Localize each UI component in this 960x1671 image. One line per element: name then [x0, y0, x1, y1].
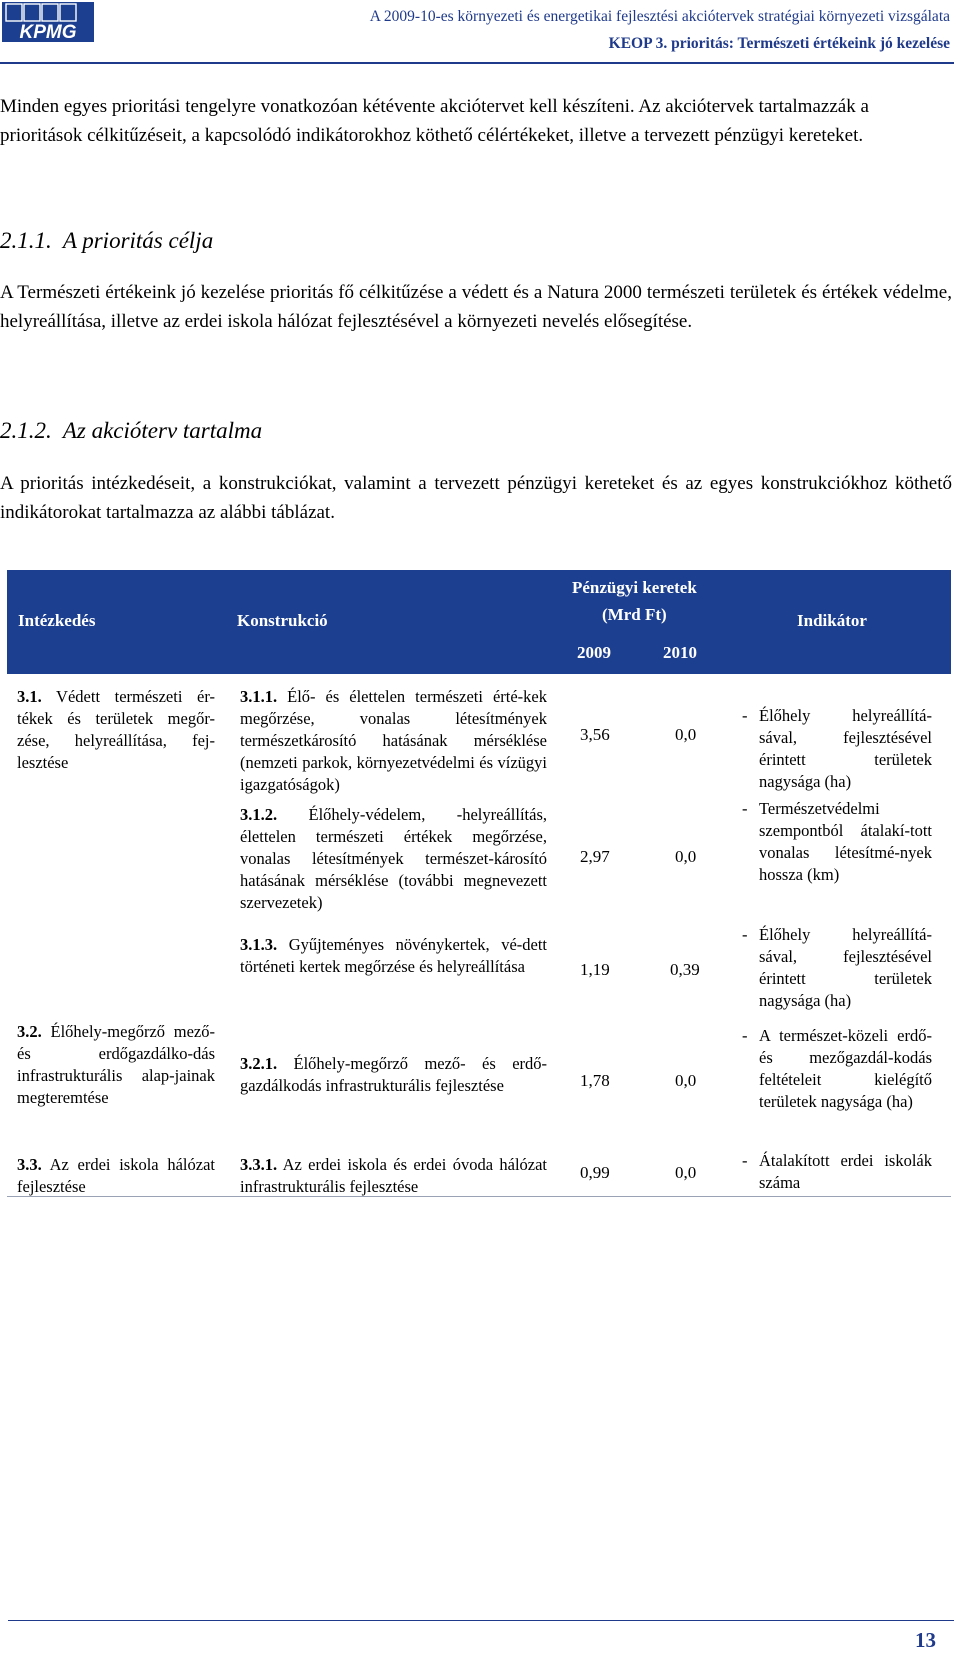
header-measure: Intézkedés: [18, 611, 96, 630]
header-title: A 2009-10-es környezeti és energetikai fejlesztési akciótervek stratégiai környezeti vizsgálata: [369, 8, 950, 25]
construction-3-2-1: 3.2.1. Élőhely-megőrző mező- és erdő-gazdálkodás infrastrukturális fejlesztése: [240, 1054, 548, 1095]
section-number: 2.1.1.: [0, 228, 52, 253]
indicator-item: - Természetvédelmi szempontból átalakí-tott vonalas létesítmé-nyek hossza (km): [742, 799, 932, 884]
value-2010: 0,0: [675, 847, 697, 866]
table-header: [7, 570, 951, 674]
measure-3-2: 3.2. Élőhely-megőrző mező- és erdőgazdálko-dás infrastrukturális alap-jainak megteremtése: [17, 1022, 215, 1107]
section-heading-2: [0, 418, 262, 444]
value-2009: 0,99: [580, 1163, 610, 1182]
header-construction: Konstrukció: [237, 611, 328, 630]
kpmg-logo: [2, 2, 94, 42]
construction-3-1-2: 3.1.2. Élőhely-védelem, -helyreállítás, élettelen természeti értékek megőrzése, vonalas létesítmények természet-károsító hatásának mérséklése (további megnevezett szervezetek): [240, 805, 547, 912]
measure-3-3: 3.3. Az erdei iskola hálózat fejlesztése: [17, 1155, 215, 1196]
indicator-item: - Átalakított erdei iskolák száma: [742, 1151, 932, 1192]
value-2009: 2,97: [580, 847, 610, 866]
header-subtitle: KEOP 3. prioritás: Természeti értékeink jó kezelése: [608, 35, 950, 52]
intro-paragraph: Minden egyes prioritási tengelyre vonatkozóan kétévente akciótervet kell készíteni. Az akciótervek tartalmazzák a prioritások célkitűzéseit, a kapcsolódó indikátorokhoz köthető célértékeket, illetve a tervezett pénzügyi kereteket.: [0, 96, 869, 146]
value-2009: 3,56: [580, 725, 610, 744]
construction-3-1-1: 3.1.1. Élő- és élettelen természeti érté-kek megőrzése, vonalas létesítmények természetkárosító hatásának mérséklése (nemzeti parkok, környezetvédelmi és vízügyi igazgatóságok): [240, 687, 547, 794]
section1-paragraph: A Természeti értékeink jó kezelése prioritás fő célkitűzése a védett és a Natura 2000 természeti területek és értékek védelme, helyreállítása, illetve az erdei iskola hálózat fejlesztésével a környezeti nevelés elősegítése.: [0, 282, 952, 332]
header-finance-unit: (Mrd Ft): [602, 605, 667, 624]
header-rule: [0, 62, 954, 64]
header-finance: Pénzügyi keretek: [572, 578, 697, 597]
indicator-item: - A természet-közeli erdő- és mezőgazdál-kodás feltételeit kielégítő területek nagysága (ha): [742, 1026, 932, 1111]
header-indicator: Indikátor: [797, 611, 867, 630]
header-year-2009: 2009: [577, 643, 611, 662]
value-2010: 0,39: [670, 960, 700, 979]
page-number: 13: [915, 1628, 936, 1652]
indicator-item: - Élőhely helyreállítá-sával, fejlesztésével érintett területek nagysága (ha): [742, 925, 932, 1010]
logo-lettering: KPMG: [19, 22, 77, 42]
section-number: 2.1.2.: [0, 418, 52, 443]
construction-3-1-3: 3.1.3. Gyűjteményes növénykertek, vé-dett történeti kertek megőrzése és helyreállítása: [240, 935, 547, 976]
footer-rule: [8, 1620, 954, 1621]
header-year-2010: 2010: [663, 643, 697, 662]
construction-3-3-1: 3.3.1. Az erdei iskola és erdei óvoda hálózat infrastrukturális fejlesztése: [240, 1155, 548, 1196]
section2-paragraph: A prioritás intézkedéseit, a konstrukciókat, valamint a tervezett pénzügyi kereteket és az egyes konstrukciókhoz köthető indikátorokat tartalmazza az alábbi táblázat.: [0, 473, 952, 523]
table-bottom-border: [7, 1196, 951, 1197]
value-2010: 0,0: [675, 1163, 697, 1182]
value-2009: 1,19: [580, 960, 610, 979]
value-2009: 1,78: [580, 1071, 610, 1090]
value-2010: 0,0: [675, 1071, 697, 1090]
section-heading-1: [0, 228, 213, 254]
indicator-item: - Élőhely helyreállítá-sával, fejlesztésével érintett területek nagysága (ha): [742, 706, 932, 791]
section-title: A prioritás célja: [62, 228, 214, 253]
measure-3-1: 3.1. Védett természeti ér-tékek és területek megőr-zése, helyreállítása, fej-lesztése: [17, 687, 215, 772]
section-title: Az akcióterv tartalma: [62, 418, 263, 443]
value-2010: 0,0: [675, 725, 697, 744]
